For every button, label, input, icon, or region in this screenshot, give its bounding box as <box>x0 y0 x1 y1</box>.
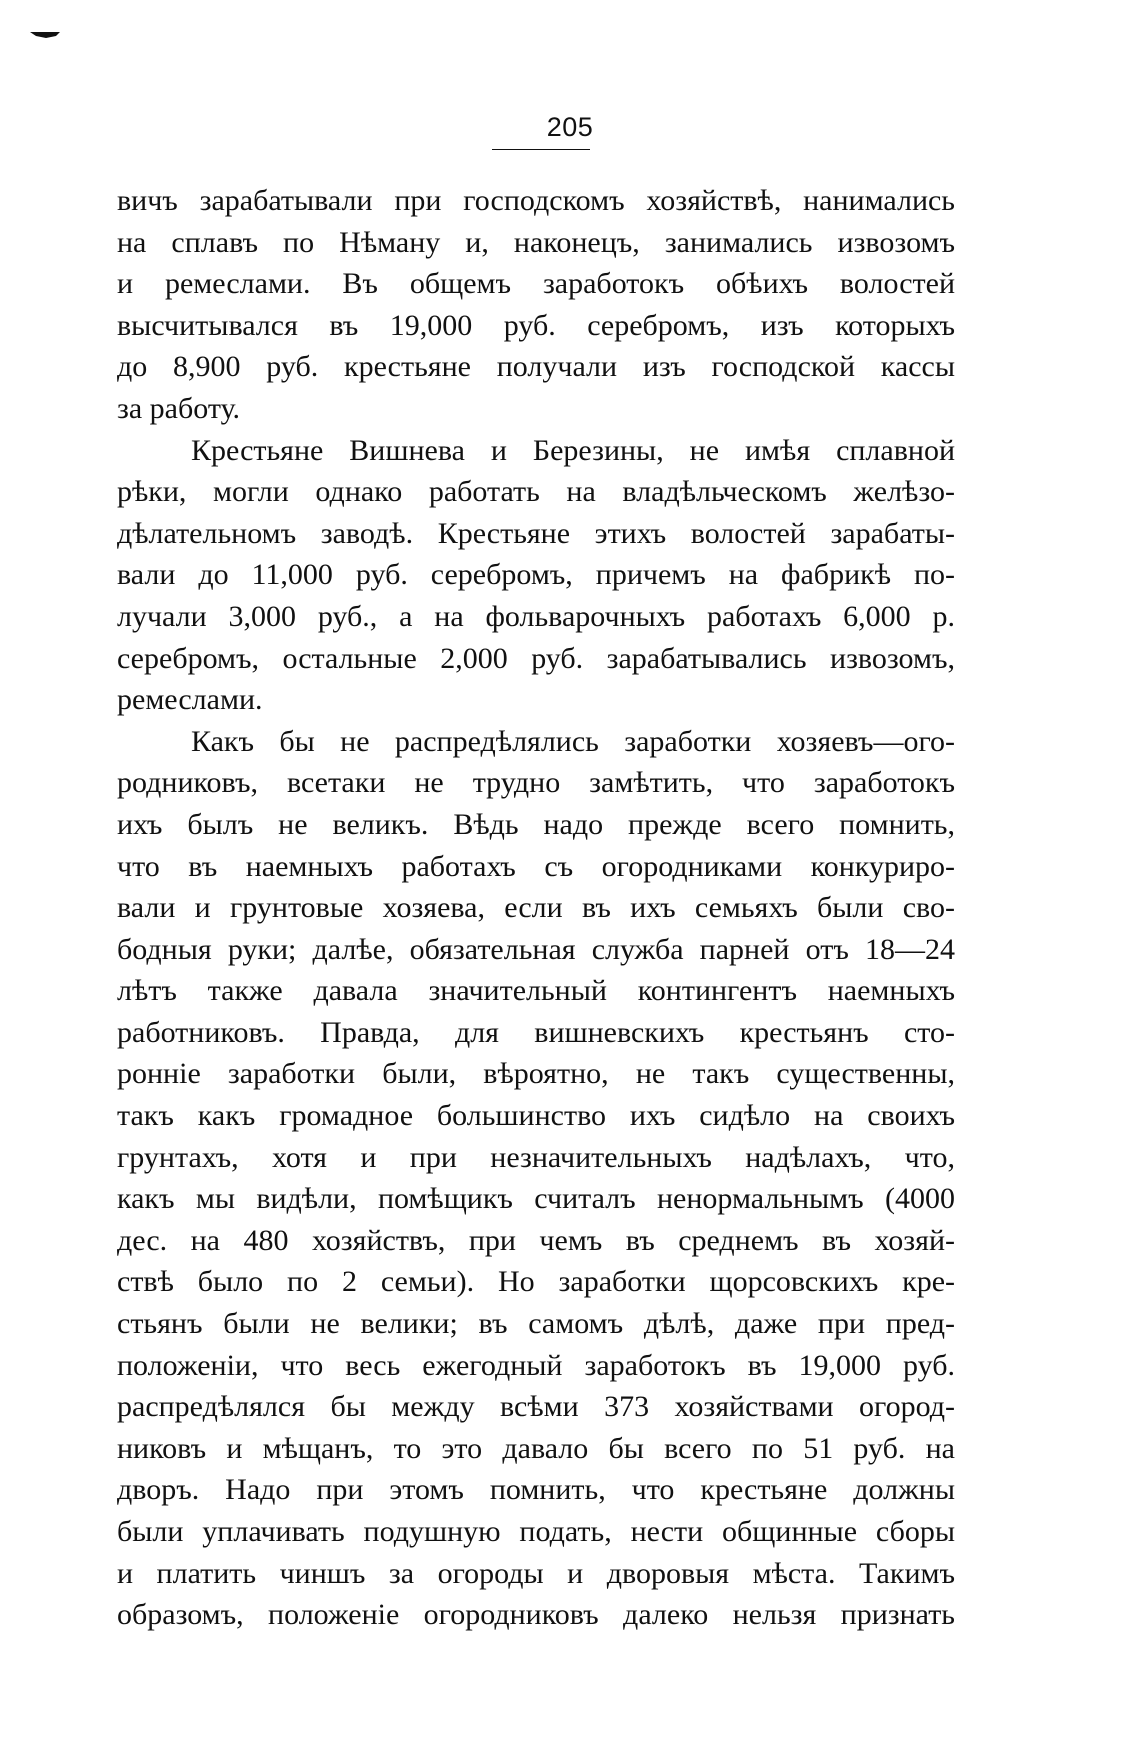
text-line: что въ наемныхъ работахъ съ огородниками конкуриро- <box>117 849 955 883</box>
page-number-rule <box>492 149 590 150</box>
page-number: 205 <box>546 112 594 142</box>
text-line: и платить чиншъ за огороды и дворовыя мѣста. Такимъ <box>117 1556 955 1590</box>
text-line: родниковъ, всетаки не трудно замѣтить, что заработокъ <box>117 766 955 800</box>
text-line: ронніе заработки были, вѣроятно, не такъ существенны, <box>117 1057 955 1091</box>
text-line: такъ какъ громадное большинство ихъ сидѣло на своихъ <box>117 1099 955 1133</box>
text-line: за работу. <box>117 391 241 425</box>
text-line: серебромъ, остальные 2,000 руб. зарабатывались извозомъ, <box>117 641 955 675</box>
text-line: работниковъ. Правда, для вишневскихъ крестьянъ сто- <box>117 1015 955 1049</box>
text-line: никовъ и мѣщанъ, то это давало бы всего по 51 руб. на <box>117 1431 955 1465</box>
text-line: бодныя руки; далѣе, обязательная служба парней отъ 18—24 <box>117 932 955 966</box>
text-line: распредѣлялся бы между всѣми 373 хозяйствами огород- <box>117 1390 955 1424</box>
text-line: на сплавъ по Нѣману и, наконецъ, занимались извозомъ <box>117 225 955 259</box>
text-line: образомъ, положеніе огородниковъ далеко нельзя признать <box>117 1598 955 1632</box>
text-line: ствѣ было по 2 семьи). Но заработки щорсовскихъ кре- <box>117 1265 955 1299</box>
text-line: грунтахъ, хотя и при незначительныхъ надѣлахъ, что, <box>117 1140 955 1174</box>
text-line: ремеслами. <box>117 683 263 717</box>
text-line: дѣлательномъ заводѣ. Крестьяне этихъ волостей зарабаты- <box>117 516 955 550</box>
text-line: Крестьяне Вишнева и Березины, не имѣя сплавной <box>191 433 955 467</box>
text-line: и ремеслами. Въ общемъ заработокъ обѣихъ волостей <box>117 267 955 301</box>
text-line: какъ мы видѣли, помѣщикъ считалъ ненормальнымъ (4000 <box>117 1182 955 1216</box>
text-line: вичъ зарабатывали при господскомъ хозяйствѣ, нанимались <box>117 184 955 217</box>
text-line: положеніи, что весь ежегодный заработокъ въ 19,000 руб. <box>117 1348 955 1382</box>
scan-corner-mark <box>30 30 60 40</box>
text-line: дворъ. Надо при этомъ помнить, что крестьяне должны <box>117 1473 955 1507</box>
text-line: рѣки, могли однако работать на владѣльческомъ желѣзо- <box>117 475 955 509</box>
text-line: Какъ бы не распредѣлялись заработки хозяевъ—ого- <box>191 724 955 758</box>
body-text <box>117 180 955 1636</box>
text-line: до 8,900 руб. крестьяне получали изъ господской кассы <box>117 350 955 384</box>
text-line: дес. на 480 хозяйствъ, при чемъ въ среднемъ въ хозяй- <box>117 1223 955 1257</box>
text-line: вали до 11,000 руб. серебромъ, причемъ на фабрикѣ по- <box>117 558 955 592</box>
text-line: вали и грунтовые хозяева, если въ ихъ семьяхъ были сво- <box>117 891 955 925</box>
text-line: ихъ былъ не великъ. Вѣдь надо прежде всего помнить, <box>117 807 955 841</box>
text-line: стьянъ были не велики; въ самомъ дѣлѣ, даже при пред- <box>117 1307 955 1341</box>
text-line: были уплачивать подушную подать, нести общинные сборы <box>117 1515 955 1548</box>
text-line: лучали 3,000 руб., а на фольварочныхъ работахъ 6,000 р. <box>117 599 955 633</box>
text-line: высчитывался въ 19,000 руб. серебромъ, изъ которыхъ <box>117 308 955 342</box>
text-line: лѣтъ также давала значительный контингентъ наемныхъ <box>117 974 955 1008</box>
